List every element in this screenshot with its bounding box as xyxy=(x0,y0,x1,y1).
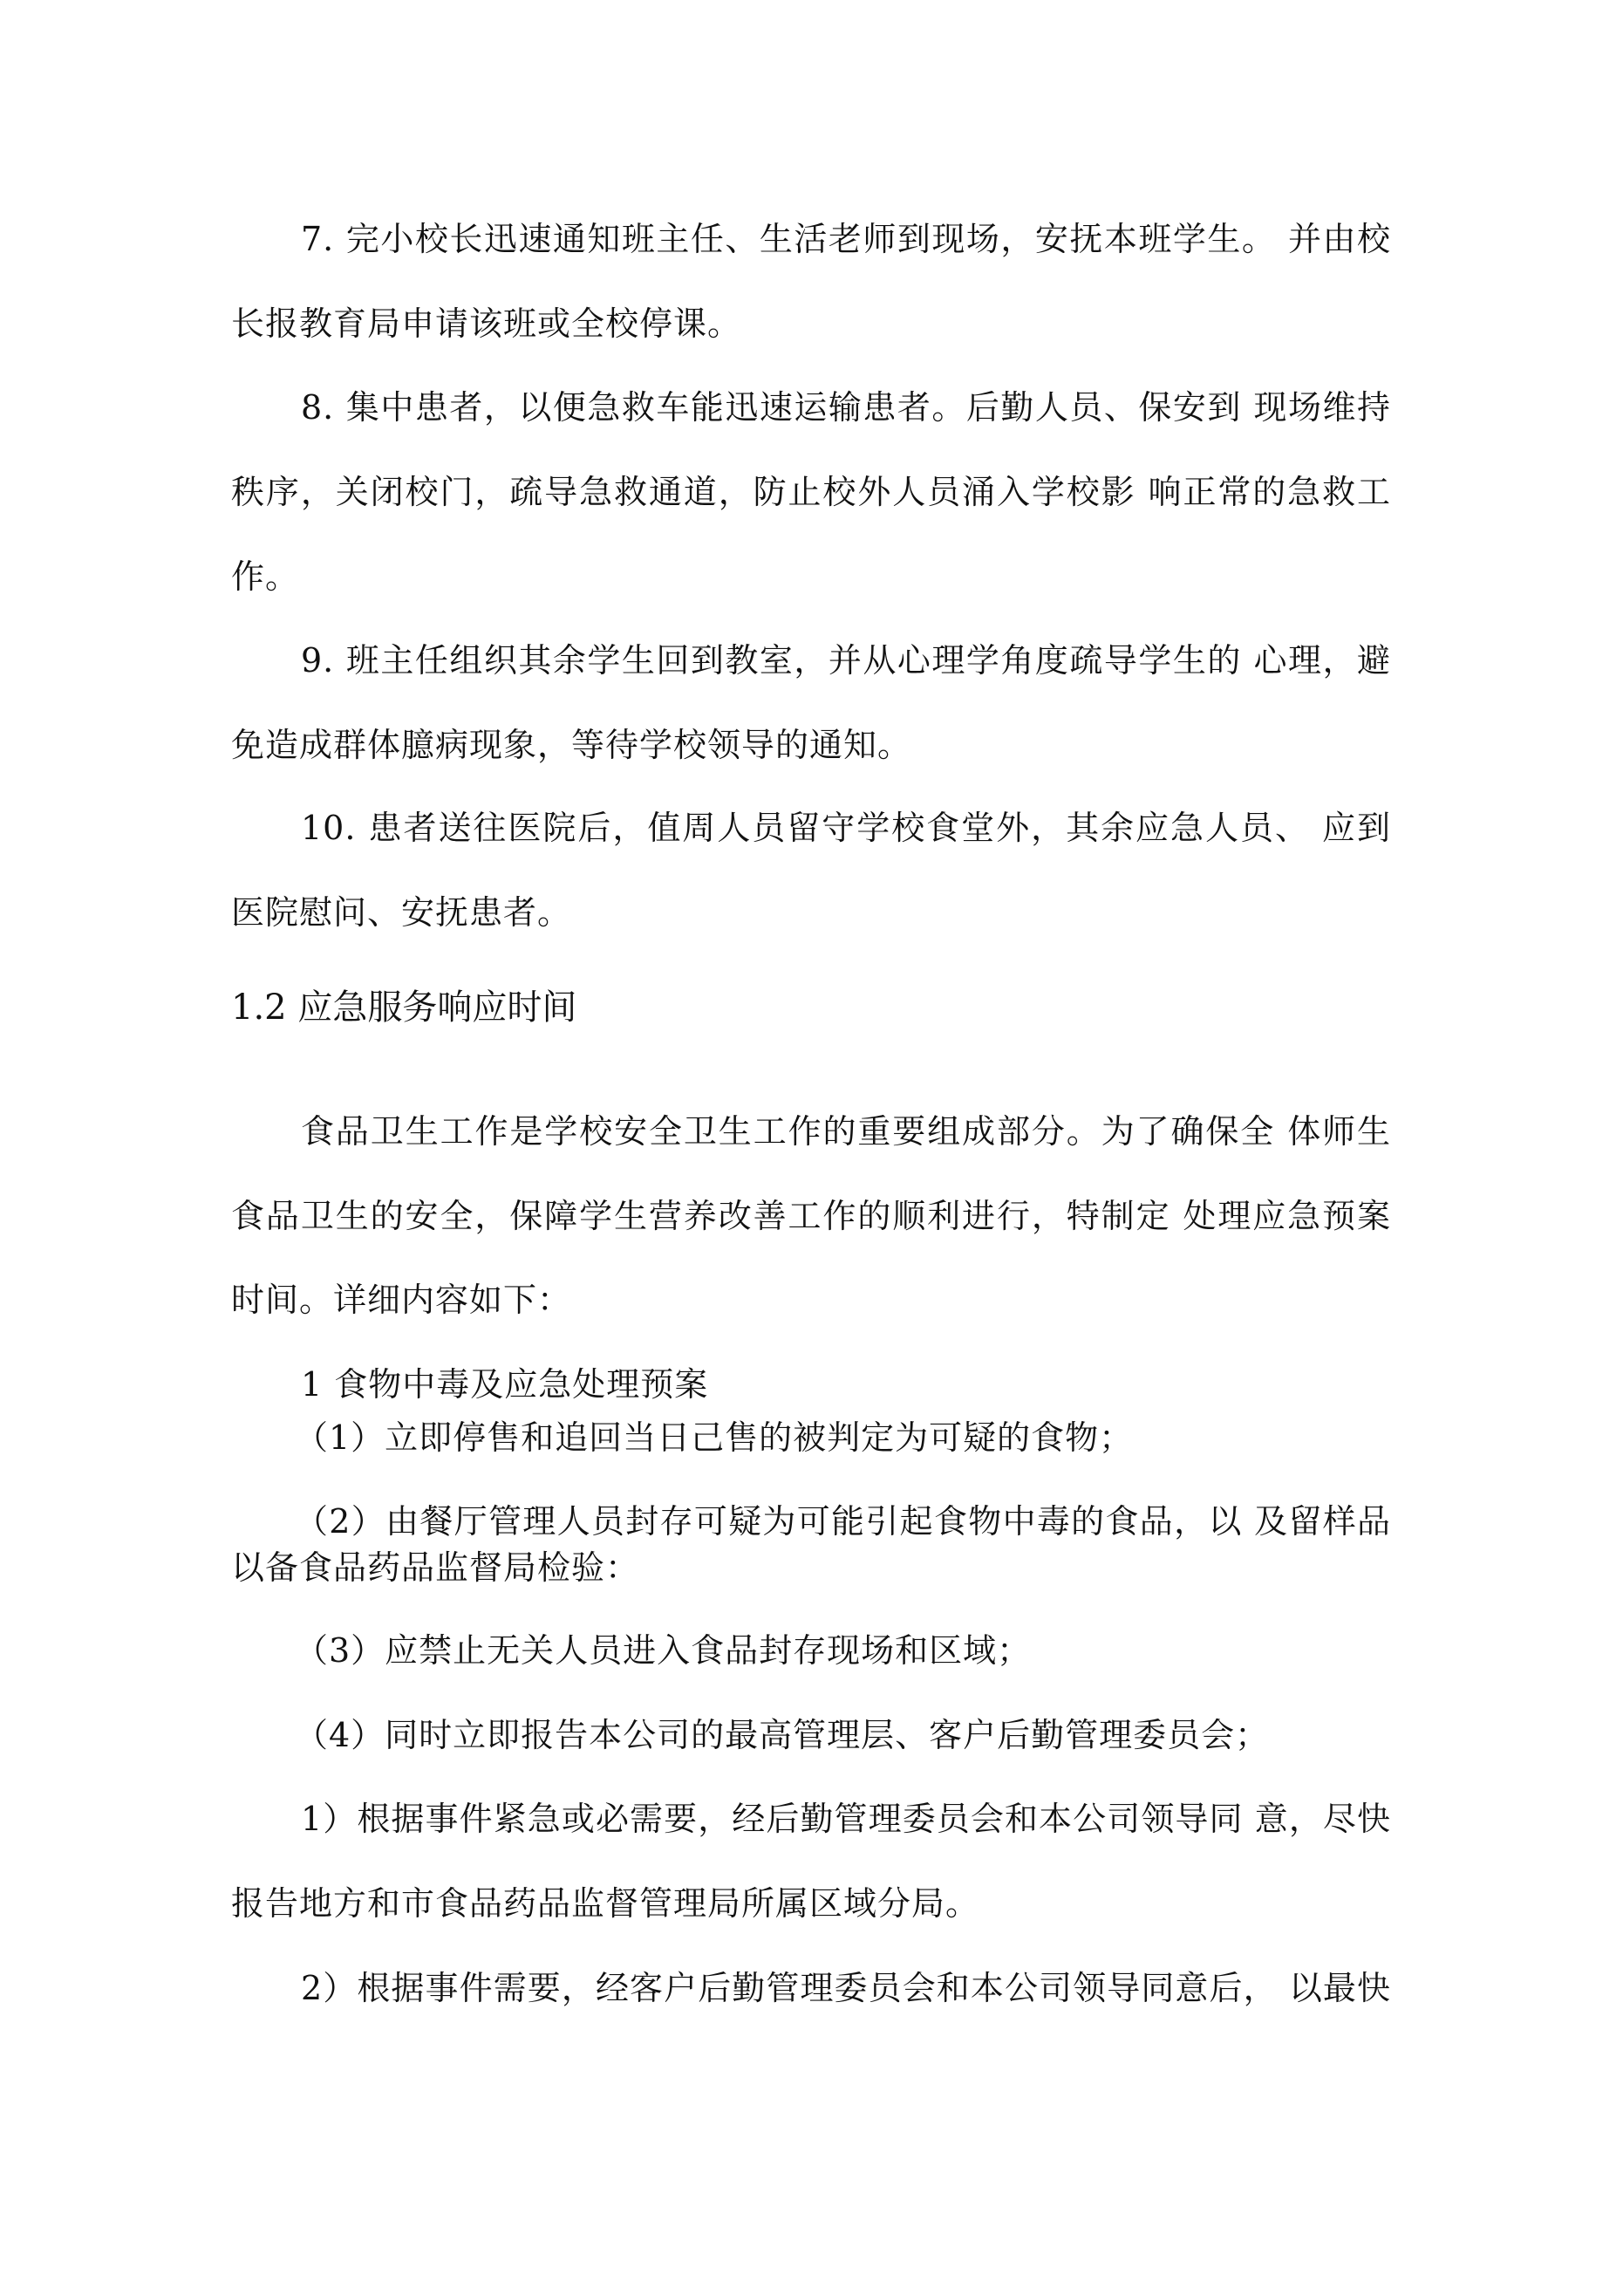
intro-line-1: 食品卫生工作是学校安全卫生工作的重要组成部分。为了确保全 体师生 xyxy=(301,1112,1391,1151)
step-1: （1）立即停售和追回当日己售的被判定为可疑的食物； xyxy=(295,1418,1134,1457)
sub-1-line-1: 1）根据事件紧急或必需要，经后勤管理委员会和本公司领导同 意，尽快 xyxy=(301,1800,1391,1838)
step-2-line-2: 以备食品药品监督局检验： xyxy=(231,1548,640,1587)
sub-2-line-1: 2）根据事件需要，经客户后勤管理委员会和本公司领导同意后， 以最快 xyxy=(301,1969,1391,2007)
item-7-line-1: 7. 完小校长迅速通知班主任、生活老师到现场，安抚本班学生。 并由校 xyxy=(301,220,1391,258)
sub-1-line-2: 报告地方和市食品药品监督管理局所属区域分局。 xyxy=(231,1884,980,1923)
item-8-line-2: 秩序，关闭校门，疏导急救通道，防止校外人员涌入学校影 响正常的急救工 xyxy=(231,473,1391,511)
step-3: （3）应禁止无关人员进入食品封存现场和区域； xyxy=(295,1631,1032,1670)
step-4: （4）同时立即报告本公司的最高管理层、客户后勤管理委员会； xyxy=(295,1716,1270,1754)
intro-line-3: 时间。详细内容如下： xyxy=(231,1281,572,1319)
item-8-line-1: 8. 集中患者，以便急救车能迅速运输患者。后勤人员、保安到 现场维持 xyxy=(301,388,1391,427)
step-2-line-1: （2）由餐厅管理人员封存可疑为可能引起食物中毒的食品，以 及留样品 xyxy=(295,1502,1391,1541)
item-8-line-3: 作。 xyxy=(231,557,300,596)
plan-title: 1 食物中毒及应急处理预案 xyxy=(301,1365,709,1404)
item-9-line-1: 9. 班主任组织其余学生回到教室，并从心理学角度疏导学生的 心理，避 xyxy=(301,641,1391,680)
item-7-line-2: 长报教育局申请该班或全校停课。 xyxy=(231,304,742,343)
item-9-line-2: 免造成群体臆病现象，等待学校领导的通知。 xyxy=(231,726,912,764)
section-heading: 1.2 应急服务响应时间 xyxy=(231,987,577,1028)
item-10-line-1: 10. 患者送往医院后，值周人员留守学校食堂外，其余应急人员、 应到 xyxy=(301,809,1391,847)
item-10-line-2: 医院慰问、安抚患者。 xyxy=(231,893,572,932)
intro-line-2: 食品卫生的安全，保障学生营养改善工作的顺利进行，特制定 处理应急预案 xyxy=(231,1197,1391,1235)
